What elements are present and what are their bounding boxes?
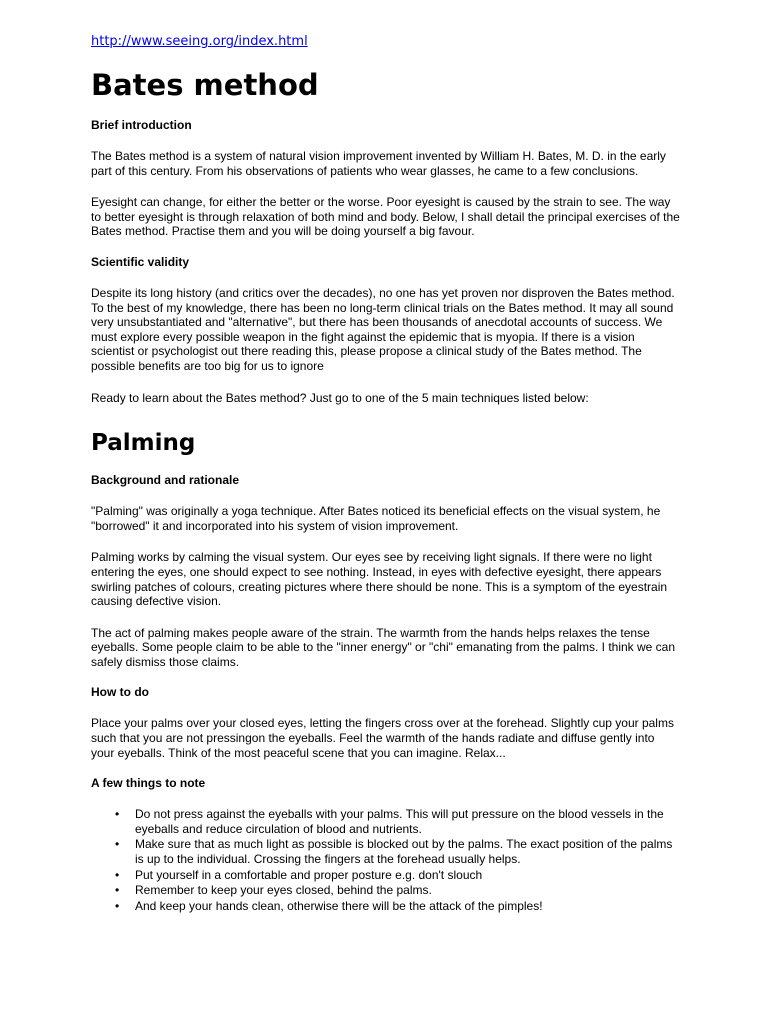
list-item	[115, 807, 681, 836]
howto-paragraph: Place your palms over your closed eyes, letting the fingers cross over at the forehead. Slightly cup your palms such that you are not pressingon the eyeballs. Feel the warmth of the hands radiate and diffuse gently into your eyeballs. Think of the most peaceful scene that you can imagine. Relax...	[91, 716, 674, 760]
bullet-icon: •	[115, 898, 120, 913]
validity-heading: Scientific validity	[91, 254, 190, 269]
bullet-icon: •	[115, 867, 120, 882]
bullet-icon: •	[115, 807, 120, 822]
bullet-icon: •	[115, 883, 120, 898]
palming-title: Palming	[91, 430, 196, 457]
list-item	[115, 867, 681, 883]
bullet-icon: •	[115, 837, 120, 852]
list-item-text: Remember to keep your eyes closed, behind the palms.	[135, 883, 432, 898]
source-url-link[interactable]: http://www.seeing.org/index.html	[91, 34, 308, 49]
list-item	[115, 837, 681, 867]
list-item-text: Do not press against the eyeballs with your palms. This will put pressure on the blood vessels in the eyeballs and reduce circulation of blood and nutrients.	[135, 807, 664, 836]
notes-heading: A few things to note	[91, 776, 206, 791]
intro-heading: Brief introduction	[91, 118, 192, 132]
background-paragraph-1: "Palming" was originally a yoga technique. After Bates noticed its beneficial effects on the visual system, he "borrowed" it and incorporated into his system of vision improvement.	[91, 504, 661, 533]
list-item	[115, 898, 681, 914]
notes-list	[91, 807, 681, 913]
list-item-text: Put yourself in a comfortable and proper posture e.g. don't slouch	[135, 867, 483, 882]
validity-paragraph-1: Despite its long history (and critics over the decades), no one has yet proven nor disproven the Bates method. To the best of my knowledge, there has been no long-term clinical trials on the Bates method. It may all sound very unsubstantiated and "alternative", but there has been thousands of anecdotal accounts of success. We must explore every possible weapon in the fight against the epidemic that is myopia. If there is a vision scientist or psychologist out there reading this, please propose a clinical study of the Bates method. The possible benefits are too big for us to ignore	[91, 285, 675, 373]
background-heading: Background and rationale	[91, 473, 240, 488]
intro-paragraph-1: The Bates method is a system of natural vision improvement invented by William H. Bates, M. D. in the early part of this century. From his observations of patients who wear glasses, he came to a few conclusions.	[91, 149, 666, 178]
document-page	[91, 0, 681, 914]
list-item-text: Make sure that as much light as possible is blocked out by the palms. The exact position of the palms is up to the individual. Crossing the fingers at the forehead usually helps.	[135, 837, 673, 867]
background-paragraph-3: The act of palming makes people aware of the strain. The warmth from the hands helps relaxes the tense eyeballs. Some people claim to be able to the "inner energy" or "chi" emanating from the palms. I think we can safely dismiss those claims.	[91, 625, 676, 669]
list-item-text: And keep your hands clean, otherwise there will be the attack of the pimples!	[135, 898, 543, 913]
page-title: Bates method	[91, 68, 319, 102]
background-paragraph-2: Palming works by calming the visual system. Our eyes see by receiving light signals. If there were no light entering the eyes, one should expect to see nothing. Instead, in eyes with defective eyesight, there appears swirling patches of colours, creating pictures where there should be none. This is a symptom of the eyestrain causing defective vision.	[91, 550, 668, 609]
validity-paragraph-2: Ready to learn about the Bates method? Just go to one of the 5 main techniques listed below:	[91, 390, 589, 405]
intro-paragraph-2: Eyesight can change, for either the better or the worse. Poor eyesight is caused by the strain to see. The way to better eyesight is through relaxation of both mind and body. Below, I shall detail the principal exercises of the Bates method. Practise them and you will be doing yourself a big favour.	[91, 195, 680, 239]
list-item	[115, 883, 681, 898]
howto-heading: How to do	[91, 685, 149, 700]
